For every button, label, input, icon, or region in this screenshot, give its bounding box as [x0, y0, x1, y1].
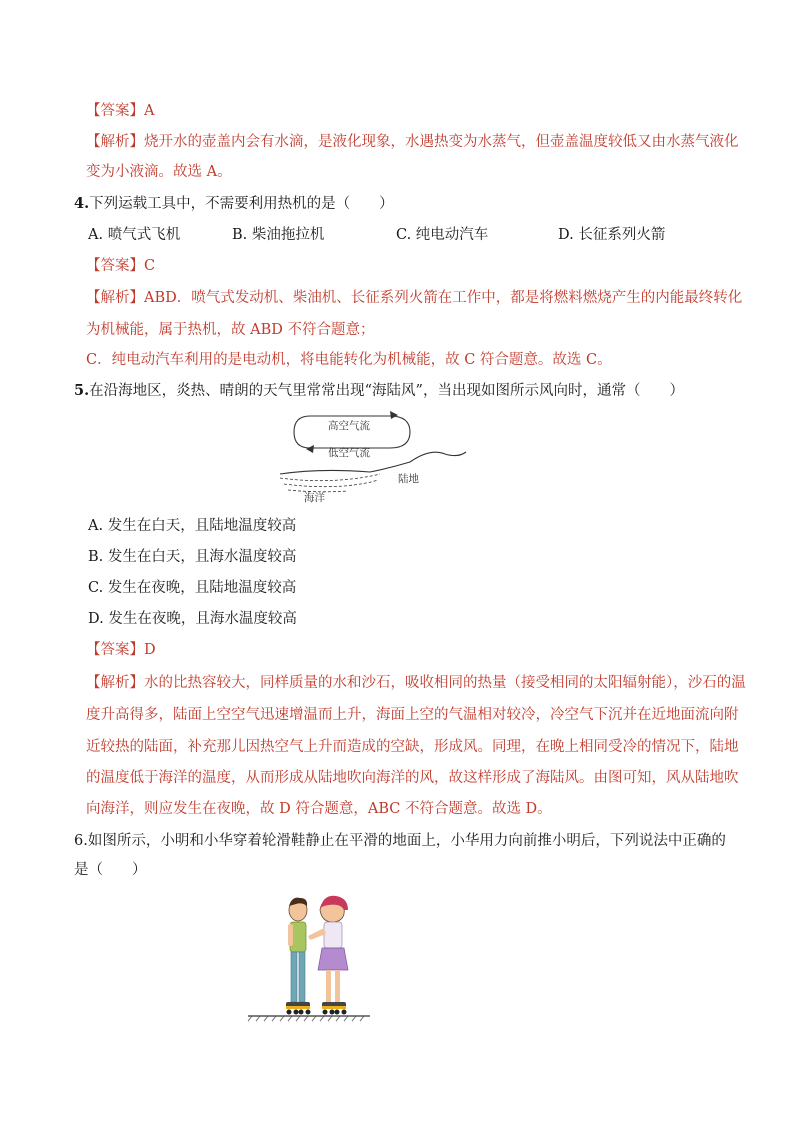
- q5-analysis-line3: 近较热的陆面，补充那儿因热空气上升而造成的空缺，形成风。同理，在晚上相同受冷的情况下，陆地: [86, 739, 739, 755]
- q5-analysis-line5: 向海洋，则应发生在夜晚，故 D 符合题意，ABC 不符合题意。故选 D。: [86, 801, 552, 817]
- q4-answer: [86, 256, 155, 276]
- label-high-airflow: 高空气流: [328, 420, 370, 432]
- sea-wave-2: [284, 480, 378, 487]
- q3-answer: [86, 101, 154, 121]
- question-text: 在沿海地区，炎热、晴朗的天气里常常出现“海陆风”，当出现如图所示风向时，通常（ ）: [89, 383, 684, 399]
- q4-analysis-line2: 为机械能，属于热机，故 ABD 不符合题意；: [86, 322, 375, 338]
- q5-answer: [86, 640, 156, 660]
- arrow-left-icon: [306, 445, 314, 453]
- question-number: 6.: [74, 833, 88, 849]
- q5-analysis-line2: 度升高得多，陆面上空空气迅速增温而上升，海面上空的气温相对较冷，冷空气下沉并在近地面流向附: [86, 707, 739, 723]
- q5-option-a: A. 发生在白天，且陆地温度较高: [88, 518, 297, 534]
- q3-analysis-line1: [86, 132, 739, 152]
- q5-analysis-line1: [86, 673, 746, 693]
- label-low-airflow: 低空气流: [328, 447, 370, 459]
- q4-option-d: D. 长征系列火箭: [558, 227, 666, 243]
- q6-stem-line2: 是（ ）: [74, 862, 147, 878]
- boy-figure: [286, 898, 311, 1015]
- land-profile: [280, 452, 466, 474]
- sea-land-breeze-figure: [270, 408, 480, 504]
- answer-value: A: [144, 103, 155, 119]
- arrow-right-icon: [390, 411, 398, 419]
- answer-tag: 【答案】: [86, 642, 144, 658]
- analysis-text: 烧开水的壶盖内会有水滴，是液化现象，水遇热变为水蒸气，但壶盖温度较低又由水蒸气液化: [144, 134, 739, 150]
- analysis-text: 水的比热容较大，同样质量的水和沙石，吸收相同的热量（接受相同的太阳辐射能），沙石的温: [144, 675, 746, 691]
- question-number: 5.: [74, 382, 90, 399]
- analysis-tag: 【解析】: [86, 290, 144, 306]
- analysis-text: ABD．喷气式发动机、柴油机、长征系列火箭在工作中，都是将燃料燃烧产生的内能最终转化: [144, 290, 743, 306]
- q3-analysis-line2: 变为小液滴。故选 A。: [86, 164, 232, 180]
- analysis-tag: 【解析】: [86, 675, 144, 691]
- q6-stem-line1: [74, 831, 726, 851]
- answer-tag: 【答案】: [86, 103, 144, 119]
- q4-analysis-line1: [86, 288, 742, 308]
- ground-hatching: [248, 1016, 364, 1021]
- q5-stem: [74, 381, 684, 401]
- question-text: 如图所示，小明和小华穿着轮滑鞋静止在平滑的地面上，小华用力向前推小明后，下列说法中正确的: [87, 833, 726, 849]
- q5-option-d: D. 发生在夜晚，且海水温度较高: [88, 611, 297, 627]
- answer-value: D: [144, 642, 156, 658]
- label-sea: 海洋: [304, 492, 325, 504]
- q4-option-a: A. 喷气式飞机: [88, 227, 181, 243]
- q4-analysis-line3: C．纯电动汽车利用的是电动机，将电能转化为机械能，故 C 符合题意。故选 C。: [86, 352, 612, 368]
- q5-analysis-line4: 的温度低于海洋的温度，从而形成从陆地吹向海洋的风，故这样形成了海陆风。由图可知，风从陆地吹: [86, 770, 739, 786]
- q5-option-c: C. 发生在夜晚，且陆地温度较高: [88, 580, 297, 596]
- skaters-figure: [244, 892, 374, 1024]
- question-text: 下列运载工具中，不需要利用热机的是（ ）: [89, 196, 394, 212]
- q4-stem: [74, 194, 394, 214]
- q4-option-c: C. 纯电动汽车: [396, 227, 489, 243]
- question-number: 4.: [74, 195, 90, 212]
- sea-wave-1: [280, 474, 380, 481]
- label-land: 陆地: [398, 473, 419, 485]
- answer-value: C: [144, 258, 156, 274]
- answer-tag: 【答案】: [86, 258, 144, 274]
- girl-figure: [308, 896, 348, 1015]
- q5-option-b: B. 发生在白天，且海水温度较高: [88, 549, 297, 565]
- analysis-tag: 【解析】: [86, 134, 144, 150]
- q4-option-b: B. 柴油拖拉机: [232, 227, 325, 243]
